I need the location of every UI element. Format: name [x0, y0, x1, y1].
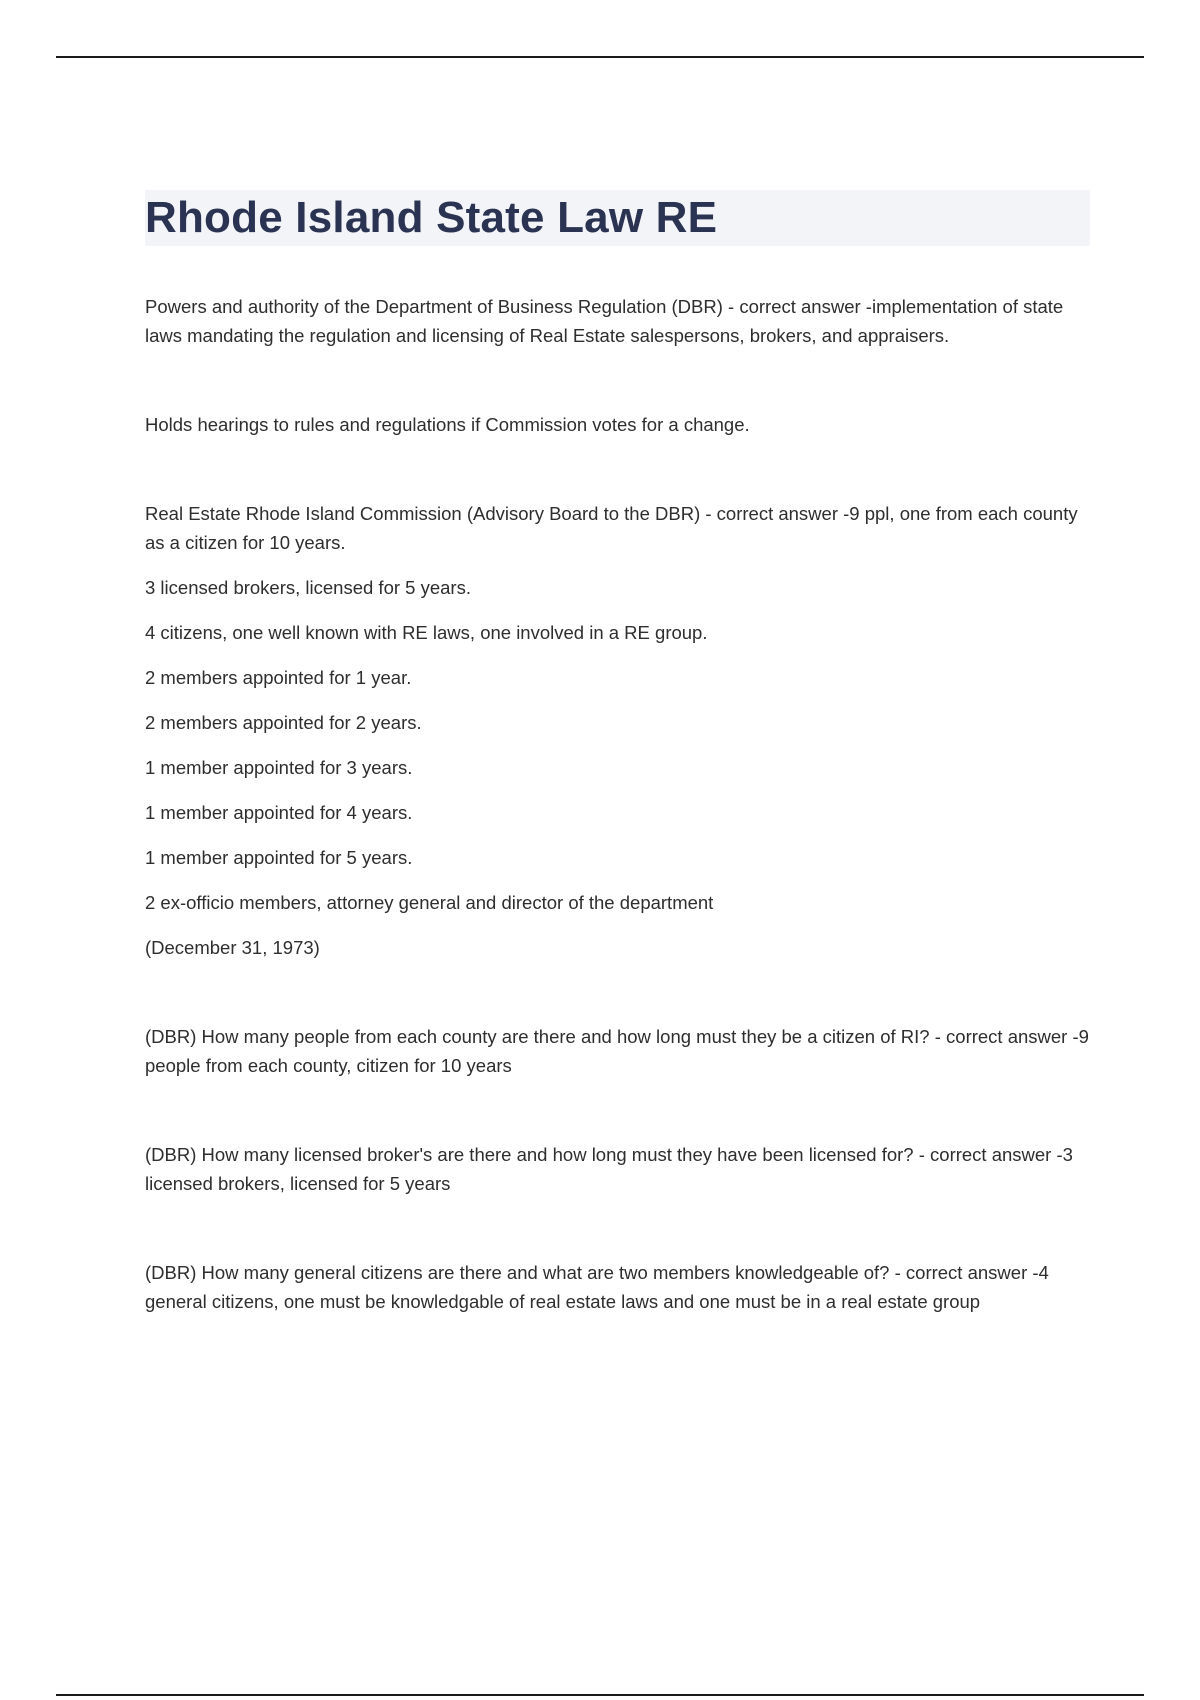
list-item: 1 member appointed for 3 years.	[145, 757, 413, 778]
list-item: 2 ex-officio members, attorney general and director of the department	[145, 892, 714, 913]
paragraph-commission: Real Estate Rhode Island Commission (Advisory Board to the DBR) - correct answer -9 ppl, one from each county as a citizen for 10 years.	[145, 503, 1078, 553]
qa-item-county-citizens: (DBR) How many people from each county are there and how long must they be a citizen of RI? - correct answer -9 people from each county, citizen for 10 years	[145, 1026, 1089, 1076]
document-title: Rhode Island State Law RE	[145, 193, 718, 242]
qa-item-licensed-brokers: (DBR) How many licensed broker's are there and how long must they have been licensed for? - correct answer -3 licensed brokers, licensed for 5 years	[145, 1144, 1073, 1194]
list-item: 2 members appointed for 1 year.	[145, 667, 412, 688]
header-rule	[56, 56, 1144, 58]
list-item: 4 citizens, one well known with RE laws, one involved in a RE group.	[145, 622, 708, 643]
document-page	[145, 190, 1090, 1316]
paragraph-dbr-powers: Powers and authority of the Department of Business Regulation (DBR) - correct answer -implementation of state laws mandating the regulation and licensing of Real Estate salespersons, brokers, and appraisers.	[145, 296, 1064, 346]
paragraph-hearings: Holds hearings to rules and regulations if Commission votes for a change.	[145, 414, 750, 435]
list-item: 1 member appointed for 5 years.	[145, 847, 413, 868]
qa-item-general-citizens: (DBR) How many general citizens are there and what are two members knowledgeable of? - correct answer -4 general citizens, one must be knowledgable of real estate laws and one must be in a real estate group	[145, 1262, 1049, 1312]
list-item: 3 licensed brokers, licensed for 5 years.	[145, 577, 471, 598]
list-item: 2 members appointed for 2 years.	[145, 712, 422, 733]
title-band	[145, 190, 1090, 246]
list-item: (December 31, 1973)	[145, 937, 320, 958]
footer-rule	[56, 1694, 1144, 1696]
commission-list	[145, 573, 1090, 962]
list-item: 1 member appointed for 4 years.	[145, 802, 413, 823]
